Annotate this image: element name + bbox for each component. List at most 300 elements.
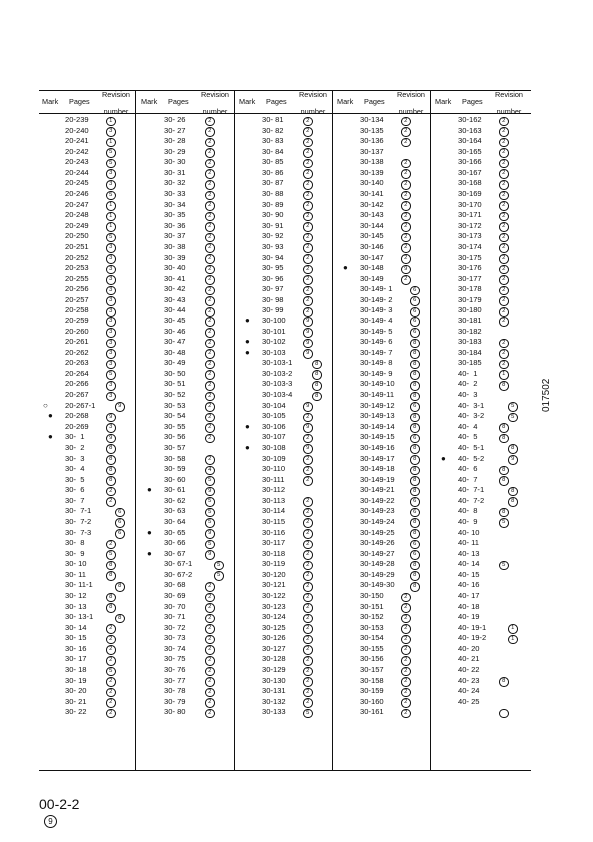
table-row [432,686,529,697]
revision-cell: 8 [106,561,116,571]
page-cell: 30-100 [262,315,286,325]
table-row [138,602,235,613]
page-cell: 30- 55 [164,421,186,431]
page-cell: 30-109 [262,453,286,463]
page-cell: 40- 13 [458,548,480,558]
page-cell: 30-166 [458,157,482,167]
revision-cell: 2 [303,635,313,645]
header-revision [295,91,331,117]
table-row [39,612,136,623]
revision-cell: 5 [508,413,518,423]
table-row [432,316,529,327]
page-cell: 20-247 [65,199,89,209]
page-cell: 30-124 [262,612,286,622]
page-number: 00-2-2 [39,796,80,812]
table-row [138,221,235,232]
revision-cell: 2 [499,360,509,370]
table-row [334,422,431,433]
table-row [432,422,529,433]
page-cell: 30-137 [360,146,384,156]
table-row [236,475,333,486]
page-cell: 30- 35 [164,210,186,220]
table-row [334,633,431,644]
revision-cell: 2 [205,688,215,698]
mark-cell: ● [245,442,250,452]
revision-cell: 2 [205,307,215,317]
table-row [432,200,529,211]
revision-cell: 2 [303,497,313,507]
mark-cell: ● [147,527,152,537]
table-row [39,623,136,634]
table-row [334,665,431,676]
table-row [138,337,235,348]
page-cell: 30- 43 [164,294,186,304]
page-cell: 30-117 [262,538,286,548]
table-row [334,602,431,613]
table-row [39,337,136,348]
page-cell: 30-123 [262,601,286,611]
table-row [334,697,431,708]
table-row [334,263,431,274]
page-cell: 30- 65 [164,527,186,537]
header-revision [491,91,527,117]
table-column-5 [432,90,529,770]
revision-cell: 2 [106,656,116,666]
revision-cell: 8 [499,423,509,433]
page-cell: 30- 58 [164,453,186,463]
table-row [432,390,529,401]
revision-cell: 8 [410,370,420,380]
revision-cell: 6 [410,550,420,560]
page-cell: 30-118 [262,548,286,558]
revision-cell: 8 [312,360,322,370]
table-row [334,147,431,158]
revision-cell: 2 [401,667,411,677]
revision-cell: 2 [303,307,313,317]
table-row [432,401,529,412]
table-row [432,496,529,507]
page-cell: 20-264 [65,368,89,378]
revision-cell: 2 [303,222,313,232]
table-row [236,517,333,528]
table-row [138,263,235,274]
page-cell: 30-157 [360,665,384,675]
page-cell: 20-262 [65,347,89,357]
revision-cell: 2 [205,117,215,127]
revision-cell: 2 [401,191,411,201]
page-cell: 30- 76 [164,665,186,675]
revision-cell: 3 [106,360,116,370]
revision-cell: 2 [499,180,509,190]
header-pages: Pages [462,97,483,106]
table-bottom-rule [39,770,531,771]
page-cell: 30- 7-1 [65,506,92,516]
revision-cell: 8 [410,413,420,423]
table-row [39,348,136,359]
page-cell: 30- 87 [262,178,284,188]
table-row [39,633,136,644]
page-cell: 30-149- 8 [360,358,393,368]
revision-cell: 9 [303,444,313,454]
page-cell: 30-116 [262,527,286,537]
table-row [432,591,529,602]
table-row [334,115,431,126]
table-row [334,200,431,211]
page-cell: 30- 3 [65,453,85,463]
table-row [39,242,136,253]
table-row [334,549,431,560]
revision-cell: 5 [106,550,116,560]
revision-cell: 2 [205,645,215,655]
page-cell: 30-179 [458,294,482,304]
page-cell: 30- 70 [164,601,186,611]
table-column-4 [334,90,431,770]
revision-cell: 2 [205,317,215,327]
table-row [138,654,235,665]
revision-cell: 8 [499,434,509,444]
revision-cell: 8 [312,392,322,402]
table-row [432,432,529,443]
table-row [432,644,529,655]
revision-cell: 2 [303,593,313,603]
header-revision [393,91,429,117]
table-row [138,697,235,708]
revision-cell: 2 [106,497,116,507]
table-row [138,485,235,496]
revision-cell: 4 [205,466,215,476]
table-row [334,654,431,665]
revision-cell: 1 [508,624,518,634]
table-row [138,390,235,401]
mark-cell: ○ [43,400,48,410]
revision-cell: 2 [205,148,215,158]
revision-cell: 8 [508,487,518,497]
header-mark: Mark [141,97,158,106]
revision-cell: 8 [106,444,116,454]
table-row [138,464,235,475]
page-cell: 30-155 [360,643,384,653]
page-cell: 30- 16 [65,643,87,653]
revision-cell: 5 [214,561,224,571]
revision-cell: 2 [205,339,215,349]
table-row [432,602,529,613]
table-row [334,221,431,232]
table-row [236,443,333,454]
table-row [432,633,529,644]
page-cell: 30-180 [458,305,482,315]
header-revision-line1: Revision [201,90,229,99]
table-row [236,295,333,306]
header-mark: Mark [239,97,256,106]
table-row [138,676,235,687]
revision-cell: 2 [401,212,411,222]
page-cell: 30-101 [262,326,286,336]
page-cell: 30- 72 [164,622,186,632]
page-cell: 30- 89 [262,199,284,209]
table-row [236,633,333,644]
table-row [334,623,431,634]
table-row [236,157,333,168]
table-row [432,559,529,570]
header-revision-line2: number [496,107,522,116]
table-row [334,231,431,242]
revision-cell: 9 [115,402,125,412]
page-cell: 30-143 [360,210,384,220]
page-cell: 30- 5 [65,474,85,484]
page-cell: 30-164 [458,136,482,146]
table-row [236,422,333,433]
revision-cell: 2 [401,275,411,285]
page-cell: 30-165 [458,146,482,156]
revision-cell: 2 [303,466,313,476]
table-row [138,242,235,253]
table-row [236,210,333,221]
page-cell: 30-114 [262,506,286,516]
page-cell: 30- 1 [65,432,85,442]
header-revision-line1: Revision [397,90,425,99]
revision-cell: 6 [115,518,125,528]
page-cell: 20-269 [65,421,89,431]
page-cell: 30-175 [458,252,482,262]
revision-cell: 5 [205,540,215,550]
footer-revision-mark: 9 [44,815,57,828]
table-row [334,379,431,390]
revision-cell: 8 [499,677,509,687]
table-row [138,126,235,137]
revision-cell: 5 [205,518,215,528]
revision-cell: 2 [205,709,215,719]
revision-cell: 9 [303,349,313,359]
page-cell: 30- 52 [164,390,186,400]
page-cell: 30-182 [458,326,482,336]
revision-cell: 2 [401,709,411,719]
revision-cell: 2 [401,159,411,169]
page-cell: 30- 50 [164,368,186,378]
table-row [39,327,136,338]
revision-cell: 2 [499,265,509,275]
table-row [39,295,136,306]
table-row [39,644,136,655]
page-cell: 30-149-18 [360,464,395,474]
table-row [432,570,529,581]
revision-cell: 9 [303,317,313,327]
table-row [236,136,333,147]
page-cell: 30- 59 [164,464,186,474]
page-cell: 30-149-19 [360,474,395,484]
revision-cell: 8 [312,370,322,380]
page-cell: 30-131 [262,686,286,696]
revision-cell: 9 [303,328,313,338]
revision-cell: 8 [410,487,420,497]
page-cell: 30-103-1 [262,358,293,368]
page-cell: 30- 71 [164,612,186,622]
table-row [236,337,333,348]
revision-cell: 9 [303,423,313,433]
table-row [39,485,136,496]
revision-cell: 8 [410,582,420,592]
revision-cell: 2 [303,698,313,708]
table-row [138,284,235,295]
page-cell: 30- 61 [164,485,186,495]
page-cell: 30-168 [458,178,482,188]
table-row [334,295,431,306]
table-row [138,401,235,412]
table-row [138,591,235,602]
table-row [138,528,235,539]
page-cell: 30-170 [458,199,482,209]
page-cell: 30-149-27 [360,548,395,558]
table-row [334,390,431,401]
revision-cell: 8 [499,508,509,518]
page-cell: 30-103 [262,347,286,357]
revision-cell: 8 [499,466,509,476]
page-cell: 30- 42 [164,284,186,294]
table-row [334,284,431,295]
revision-cell: 2 [401,180,411,190]
table-row [432,327,529,338]
page-cell: 30-149-21 [360,485,395,495]
table-row [138,295,235,306]
revision-cell: 2 [499,307,509,317]
table-row [432,506,529,517]
revision-cell: 2 [205,603,215,613]
table-row [138,115,235,126]
revision-cell: 9 [508,455,518,465]
page-cell: 30-138 [360,157,384,167]
revision-cell: 2 [205,286,215,296]
revision-cell: 3 [106,328,116,338]
revision-cell: 2 [205,582,215,592]
page-cell: 40- 5-2 [458,453,485,463]
page-cell: 30- 30 [164,157,186,167]
page-cell: 30- 77 [164,675,186,685]
page-cell: 30- 90 [262,210,284,220]
table-row [236,231,333,242]
table-row [138,432,235,443]
table-row [39,379,136,390]
table-row [39,200,136,211]
page-cell: 40- 5-1 [458,442,485,452]
page-cell: 30- 32 [164,178,186,188]
page-cell: 20-258 [65,305,89,315]
page-cell: 30-171 [458,210,482,220]
page-cell: 30-139 [360,167,384,177]
page-cell: 30- 79 [164,696,186,706]
table-row [236,538,333,549]
revision-cell: 2 [205,402,215,412]
mark-cell: ● [48,432,53,442]
revision-cell: 8 [410,392,420,402]
revision-cell: 2 [303,582,313,592]
page-cell: 30-112 [262,485,286,495]
header-revision-line2: number [398,107,424,116]
revision-cell: 8 [410,349,420,359]
table-row [334,136,431,147]
table-row [39,454,136,465]
page-cell: 30-141 [360,189,384,199]
revision-cell: 2 [205,212,215,222]
revision-cell: 5 [205,476,215,486]
revision-cell: 2 [205,656,215,666]
table-row [236,115,333,126]
table-row [39,464,136,475]
revision-cell: 3 [106,339,116,349]
page-cell: 30- 13 [65,601,87,611]
page-cell: 30-178 [458,284,482,294]
revision-cell: 2 [205,624,215,634]
table-row [39,231,136,242]
table-row [432,189,529,200]
revision-cell: 3 [106,265,116,275]
page-cell: 30-149-23 [360,506,395,516]
revision-cell: 2 [401,656,411,666]
revision-cell: 2 [499,286,509,296]
revision-cell: 2 [205,349,215,359]
table-row [236,644,333,655]
page-cell: 30- 63 [164,506,186,516]
page-cell: 30- 22 [65,707,87,717]
table-row [432,612,529,623]
table-row [236,612,333,623]
header-revision-line2: number [300,107,326,116]
revision-cell: 2 [303,201,313,211]
table-row [138,633,235,644]
revision-cell: 2 [401,593,411,603]
table-row [236,147,333,158]
table-row [236,390,333,401]
table-row [432,623,529,634]
page-cell: 30- 27 [164,125,186,135]
mark-cell: ● [441,453,446,463]
revision-cell: 8 [499,476,509,486]
revision-cell: 9 [303,339,313,349]
revision-cell: 6 [410,402,420,412]
page-cell: 20-248 [65,210,89,220]
table-row [236,358,333,369]
table-row [432,136,529,147]
revision-cell: 2 [499,254,509,264]
revision-cell: 2 [303,518,313,528]
page-cell: 20-240 [65,125,89,135]
table-row [138,136,235,147]
table-row [432,242,529,253]
page-cell: 30-177 [458,273,482,283]
page-cell: 30- 93 [262,241,284,251]
revision-cell: 2 [205,698,215,708]
revision-cell: 2 [205,392,215,402]
page-cell: 30- 8 [65,538,85,548]
revision-cell: 2 [205,614,215,624]
page-cell: 40- 6 [458,464,478,474]
page-cell: 30- 54 [164,411,186,421]
revision-cell: 2 [205,455,215,465]
page-cell: 30- 67 [164,548,186,558]
revision-cell: 2 [303,148,313,158]
table-row [236,591,333,602]
revision-cell: 3 [106,349,116,359]
page-cell: 30- 11-1 [65,580,93,590]
page-cell: 30-185 [458,358,482,368]
revision-cell: 2 [205,191,215,201]
page-cell: 30-103-2 [262,368,293,378]
revision-cell: 8 [410,360,420,370]
table-row [334,348,431,359]
revision-cell: 2 [106,487,116,497]
table-row [432,168,529,179]
page-cell: 30-149-13 [360,411,395,421]
table-row [334,337,431,348]
page-cell: 30- 6 [65,485,85,495]
